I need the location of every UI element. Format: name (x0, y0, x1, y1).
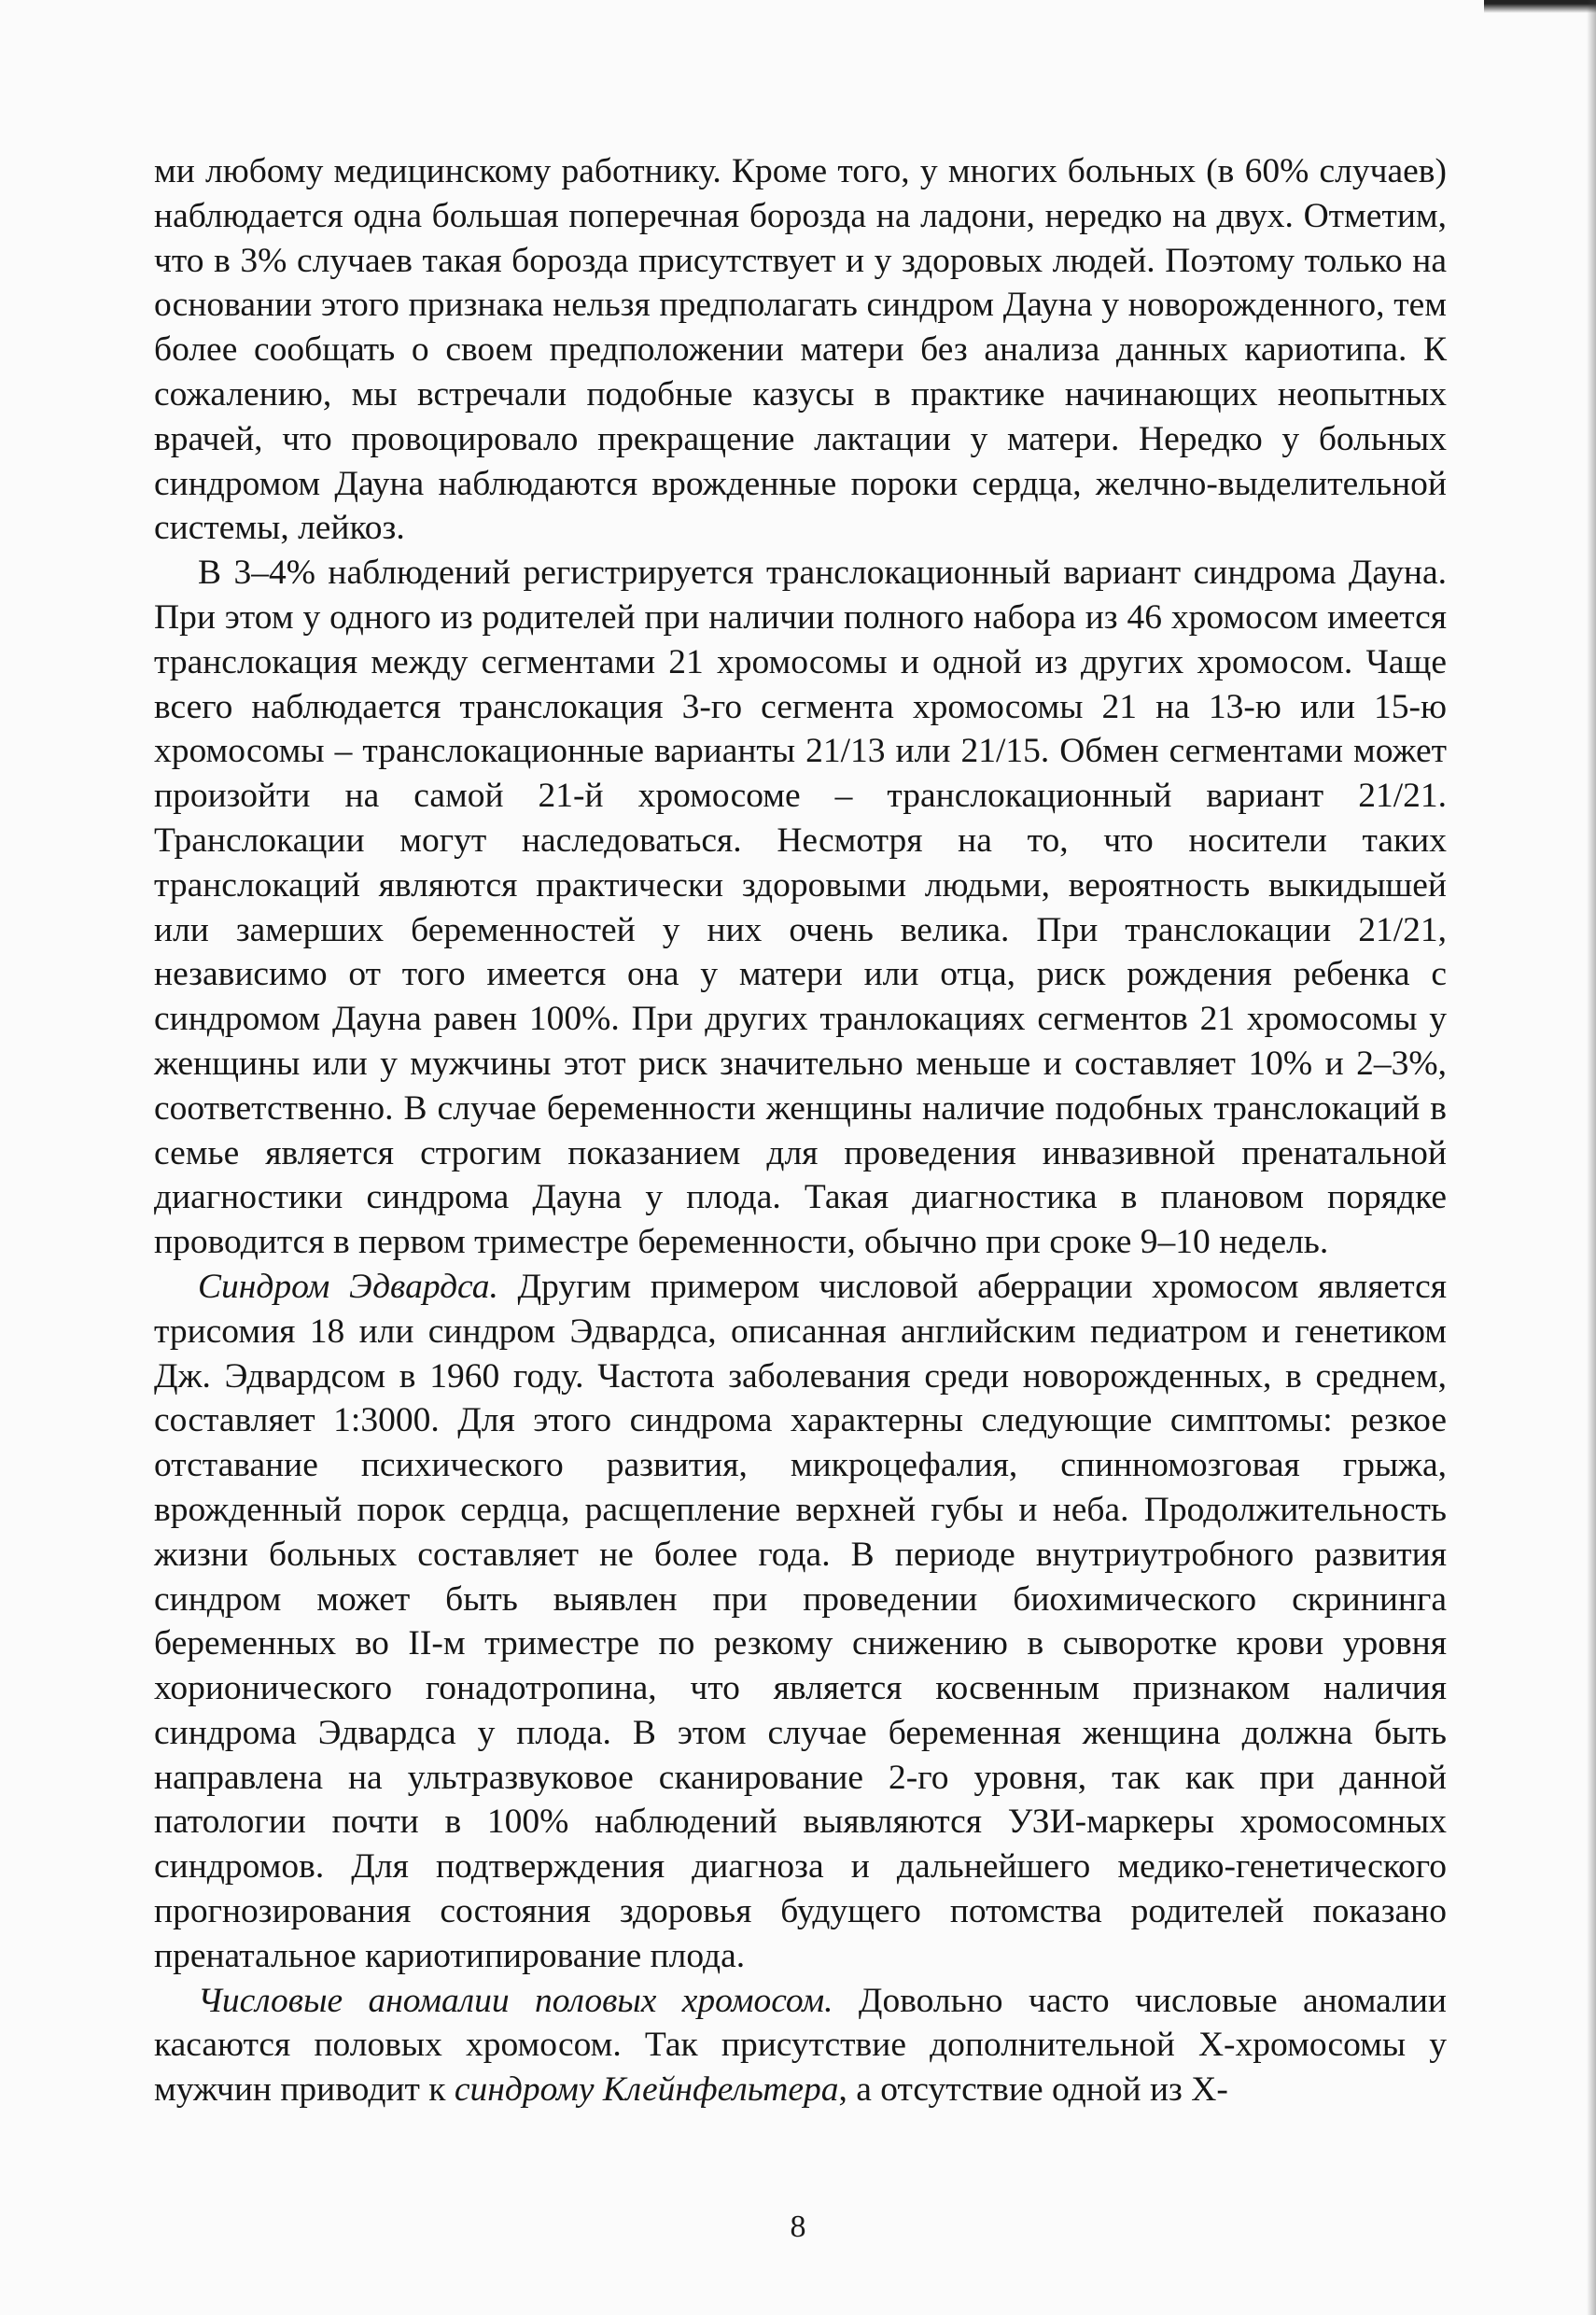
paragraph-edwards-text: Другим примером числовой аберрации хромосом является трисомия 18 или синдром Эдвардса, описанная английским педиатром и генетиком Дж. Эдвардсом в 1960 году. Частота заболевания среди новорожденных, в среднем, составляет 1:3000. Для этого синдрома характерны следующие симптомы: резкое отставание психического развития, микроцефалия, спинномозговая грыжа, врожденный порок сердца, расщепление верхней губы и неба. Продолжительность жизни больных составляет не более года. В периоде внутриутробного развития синдром может быть выявлен при проведении биохимического скрининга беременных во II-м триместре по резкому снижению в сыворотке крови уровня хорионического гонадотропина, что является косвенным признаком наличия синдрома Эдвардса у плода. В этом случае беременная женщина должна быть направлена на ультразвуковое сканирование 2-го уровня, так как при данной патологии почти в 100% наблюдений выявляются УЗИ-маркеры хромосомных синдромов. Для подтверждения диагноза и дальнейшего медико-генетического прогнозирования состояния здоровья будущего потомства родителей показано пренатальное кариотипирование плода. (154, 1267, 1447, 1975)
term-klinefelter: синдрому Клейнфельтера (454, 2070, 839, 2110)
section-heading-edwards: Синдром Эдвардса. (198, 1267, 498, 1306)
paragraph-continuation: ми любому медицинскому работнику. Кроме того, у многих больных (в 60% случаев) наблюдается одна большая поперечная борозда на ладони, нередко на двух. Отметим, что в 3% случаев такая борозда присутствует и у здоровых людей. Поэтому только на основании этого признака нельзя предполагать синдром Дауна у новорожденного, тем более сообщать о своем предположении матери без анализа данных кариотипа. К сожалению, мы встречали подобные казусы в практике начинающих неопытных врачей, что провоцировало прекращение лактации у матери. Нередко у больных синдромом Дауна наблюдаются врожденные пороки сердца, желчно-выделительной системы, лейкоз. (154, 152, 1447, 548)
paragraph-sex-chromosomes-text-1: Довольно часто числовые аномалии касаются половых хромосом. Так присутствие дополнительной Х-хромосомы у мужчин приводит к (154, 1981, 1447, 2110)
paragraph-sex-chromosomes-text-2: , а отсутствие одной из Х- (838, 2070, 1228, 2110)
section-heading-sex-chromosomes: Числовые аномалии половых хромосом. (198, 1981, 833, 2020)
paragraph-edwards-syndrome (154, 1265, 1447, 1979)
scan-edge-right (1587, 0, 1596, 2315)
scan-edge-top (1484, 0, 1596, 13)
page-number: 8 (790, 2210, 806, 2244)
paragraph-translocation: В 3–4% наблюдений регистрируется транслокационный вариант синдрома Дауна. При этом у одного из родителей при наличии полного набора из 46 хромосом имеется транслокация между сегментами 21 хромосомы и одной из других хромосом. Чаще всего наблюдается транслокация 3-го сегмента хромосомы 21 на 13-ю или 15-ю хромосомы – транслокационные варианты 21/13 или 21/15. Обмен сегментами может произойти на самой 21-й хромосоме – транслокационный вариант 21/21. Транслокации могут наследоваться. Несмотря на то, что носители таких транслокаций являются практически здоровыми людьми, вероятность выкидышей или замерших беременностей у них очень велика. При транслокации 21/21, независимо от того имеется она у матери или отца, риск рождения ребенка с синдромом Дауна равен 100%. При других транлокациях сегментов 21 хромосомы у женщины или у мужчины этот риск значительно меньше и составляет 10% и 2–3%, соответственно. В случае беременности женщины наличие подобных транслокаций в семье является строгим показанием для проведения инвазивной пренатальной диагностики синдрома Дауна у плода. Такая диагностика в плановом порядке проводится в первом триместре беременности, обычно при сроке 9–10 недель. (154, 554, 1447, 1262)
body-text (154, 149, 1447, 2112)
paragraph-sex-chromosomes (154, 1979, 1447, 2112)
